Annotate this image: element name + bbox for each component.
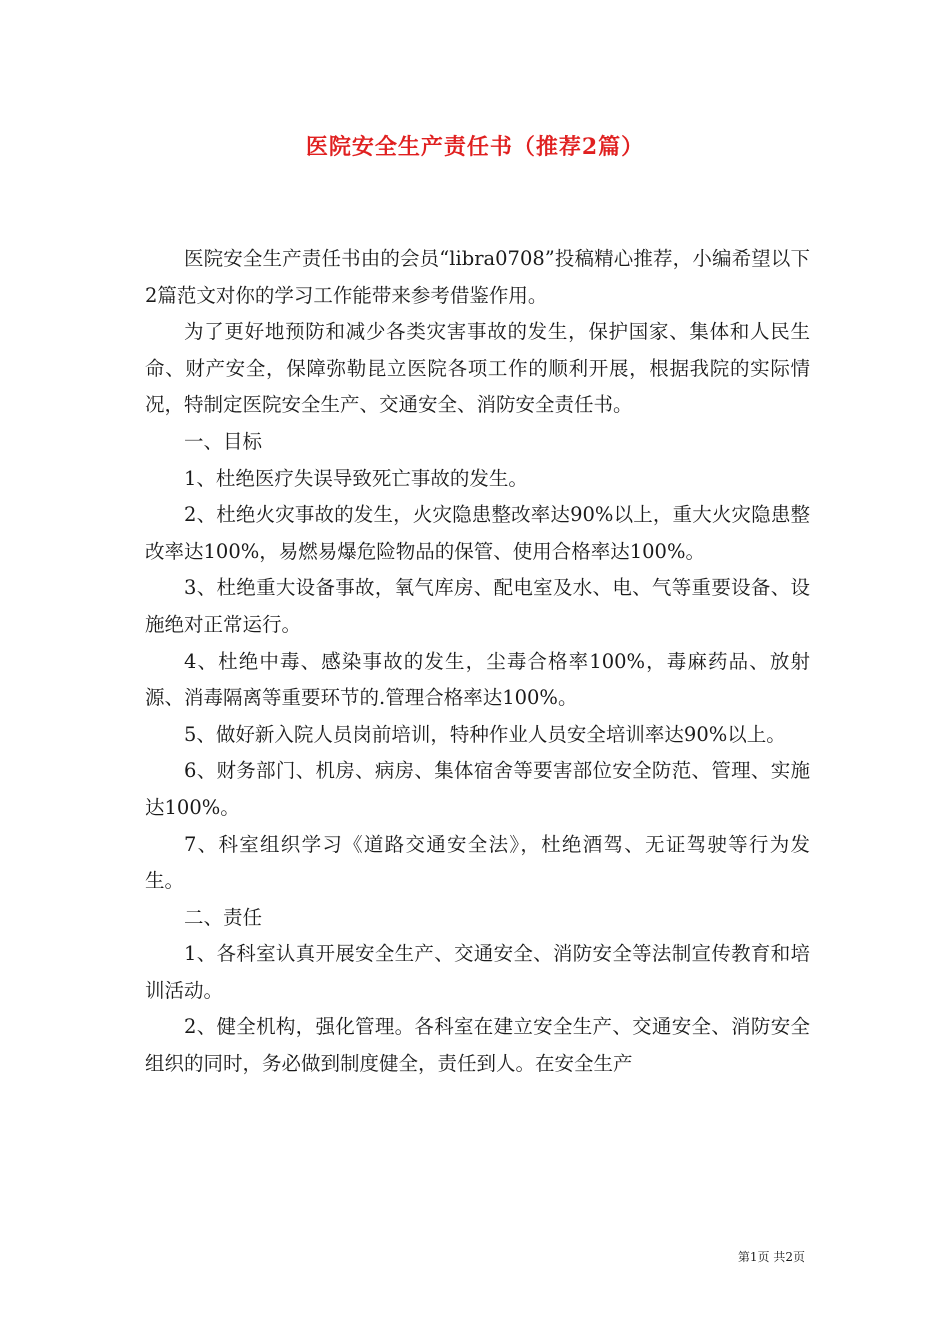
document-title: 医院安全生产责任书（推荐2篇） (305, 134, 645, 160)
goal-item: 5、做好新入院人员岗前培训，特种作业人员安全培训率达90%以上。 (184, 722, 786, 746)
goal-item: 6、财务部门、机房、病房、集体宿舍等要害部位安全防范、管理、实施达100%。 (145, 759, 810, 819)
document-body (145, 241, 810, 1083)
page-number: 第1页 共2页 (737, 1250, 805, 1264)
goal-item: 7、科室组织学习《道路交通安全法》，杜绝酒驾、无证驾驶等行为发生。 (145, 832, 810, 893)
goal-item: 1、杜绝医疗失误导致死亡事故的发生。 (184, 466, 528, 490)
section-heading-goals: 一、目标 (184, 429, 263, 453)
goal-item: 3、杜绝重大设备事故，氧气库房、配电室及水、电、气等重要设备、设施绝对正常运行。 (145, 576, 810, 636)
preamble-paragraph: 为了更好地预防和减少各类灾害事故的发生，保护国家、集体和人民生命、财产安全，保障弥勒昆立医院各项工作的顺利开展，根据我院的实际情况，特制定医院安全生产、交通安全、消防安全责任书。 (145, 320, 810, 417)
goal-item: 4、杜绝中毒、感染事故的发生，尘毒合格率100%，毒麻药品、放射源、消毒隔离等重要环节的.管理合格率达100%。 (145, 649, 810, 710)
responsibility-item: 1、各科室认真开展安全生产、交通安全、消防安全等法制宣传教育和培训活动。 (145, 942, 810, 1002)
section-heading-responsibilities: 二、责任 (184, 905, 263, 929)
responsibility-item: 2、健全机构，强化管理。各科室在建立安全生产、交通安全、消防安全组织的同时，务必做到制度健全，责任到人。在安全生产 (145, 1015, 810, 1076)
goal-item: 2、杜绝火灾事故的发生，火灾隐患整改率达90%以上，重大火灾隐患整改率达100%，易燃易爆危险物品的保管、使用合格率达100%。 (145, 503, 810, 563)
intro-paragraph: 医院安全生产责任书由的会员“libra0708”投稿精心推荐，小编希望以下2篇范文对你的学习工作能带来参考借鉴作用。 (145, 247, 810, 307)
